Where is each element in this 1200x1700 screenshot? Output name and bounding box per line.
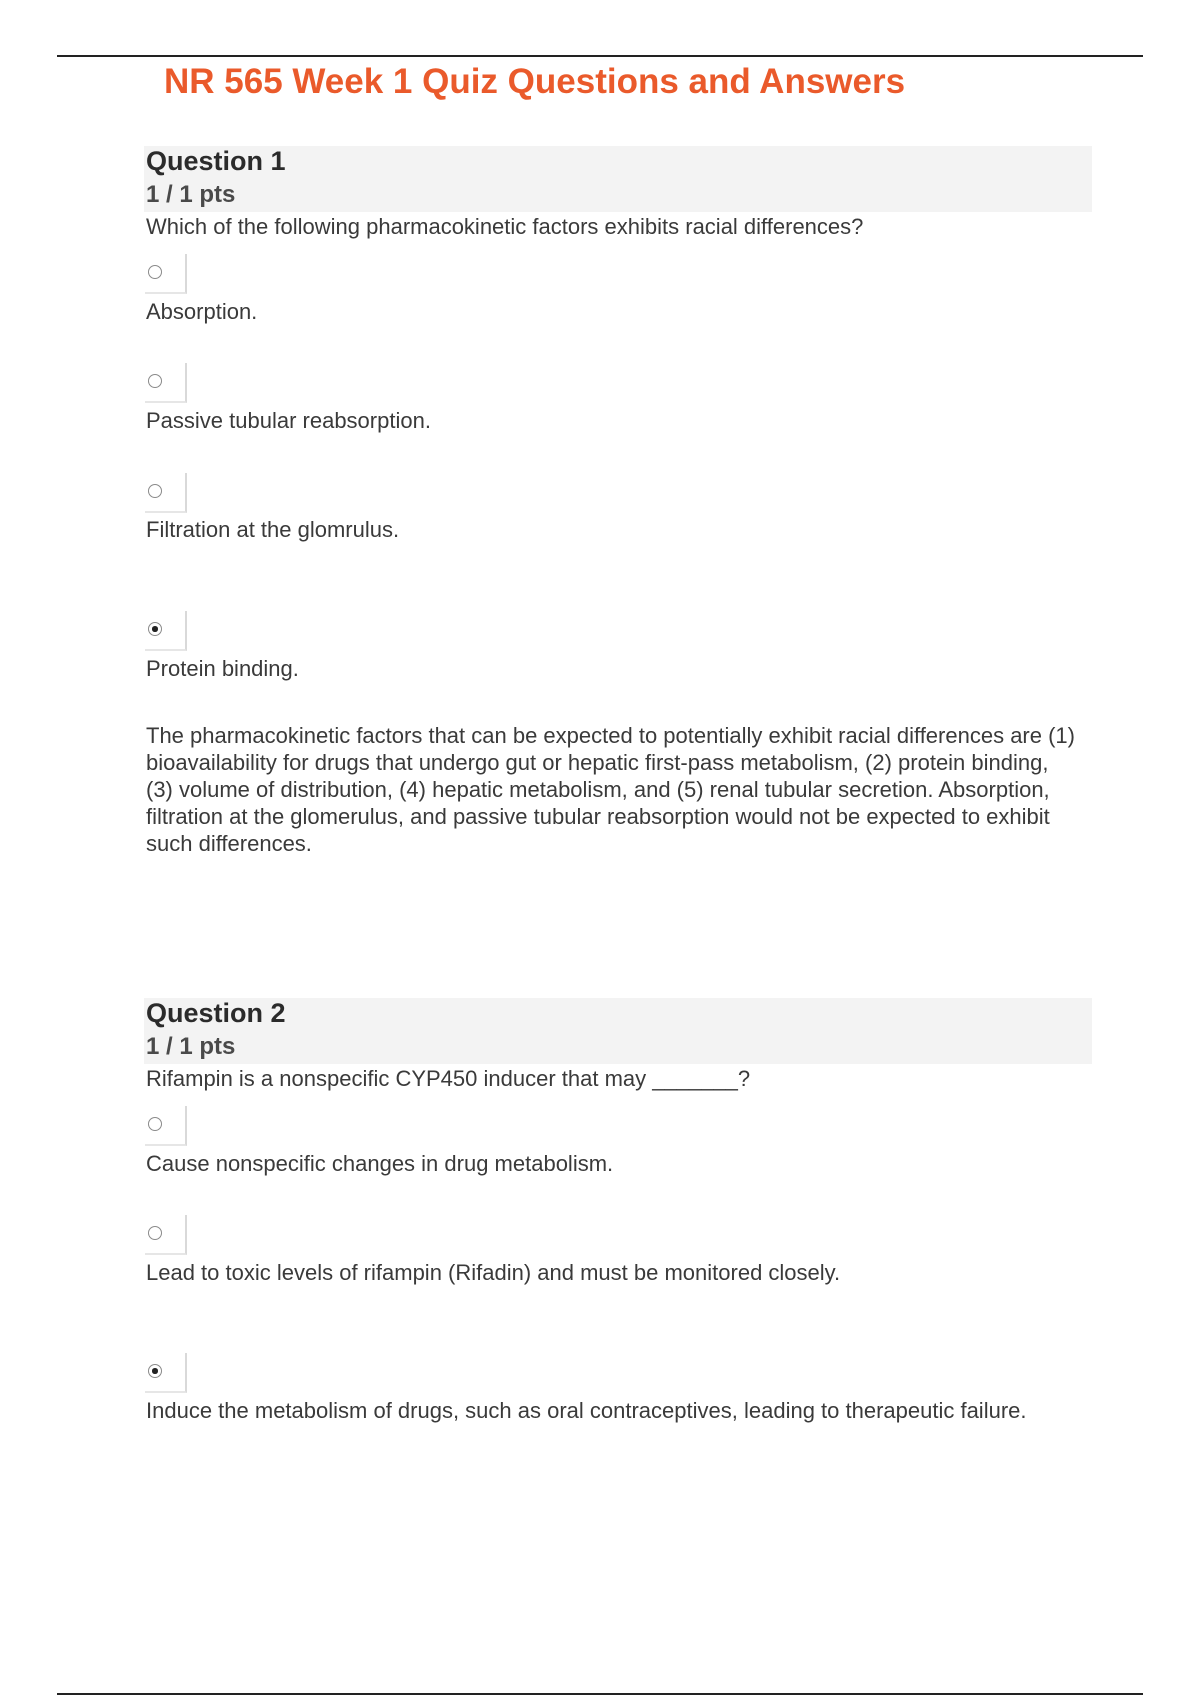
bottom-rule — [57, 1693, 1143, 1695]
question-2-option-3-radio[interactable] — [145, 1353, 187, 1393]
question-2-text: Rifampin is a nonspecific CYP450 inducer that may _______? — [146, 1066, 751, 1091]
question-1-title: Question 1 — [146, 146, 286, 176]
question-1-text: Which of the following pharmacokinetic factors exhibits racial differences? — [146, 214, 864, 239]
question-1-option-1-radio[interactable] — [145, 254, 187, 294]
radio-icon — [148, 484, 162, 498]
question-2-option-1-radio[interactable] — [145, 1106, 187, 1146]
question-2-option-1-label: Cause nonspecific changes in drug metabolism. — [146, 1151, 614, 1176]
question-1-explanation: The pharmacokinetic factors that can be expected to potentially exhibit racial differences are (1) bioavailability for drugs that undergo gut or hepatic first-pass metabolism, (2) protein binding, (3) volume of distribution, (4) hepatic metabolism, and (5) renal tubular secretion. Absorption, filtration at the glomerulus, and passive tubular reabsorption would not be expected to exhibit such differences. — [146, 723, 1075, 856]
radio-icon — [148, 374, 162, 388]
question-2-option-3-label: Induce the metabolism of drugs, such as oral contraceptives, leading to therapeutic failure. — [146, 1398, 1027, 1423]
radio-selected-icon — [148, 1364, 162, 1378]
radio-icon — [148, 1226, 162, 1240]
question-2-points: 1 / 1 pts — [146, 1033, 236, 1060]
question-2-option-2-radio[interactable] — [145, 1215, 187, 1255]
page-title: NR 565 Week 1 Quiz Questions and Answers — [164, 62, 906, 101]
radio-icon — [148, 1117, 162, 1131]
question-1-header — [144, 146, 1092, 212]
question-1-option-4-label: Protein binding. — [146, 656, 299, 681]
question-1-option-2-label: Passive tubular reabsorption. — [146, 408, 431, 433]
radio-selected-icon — [148, 622, 162, 636]
question-2-header — [144, 998, 1092, 1064]
question-2-title: Question 2 — [146, 998, 286, 1028]
question-2-option-2-label: Lead to toxic levels of rifampin (Rifadin) and must be monitored closely. — [146, 1260, 841, 1285]
question-1-option-4-radio[interactable] — [145, 611, 187, 651]
question-1-points: 1 / 1 pts — [146, 181, 236, 208]
question-1-option-2-radio[interactable] — [145, 363, 187, 403]
question-1-option-3-label: Filtration at the glomrulus. — [146, 517, 400, 542]
top-rule — [57, 55, 1143, 57]
radio-icon — [148, 265, 162, 279]
question-1-option-3-radio[interactable] — [145, 473, 187, 513]
question-1-option-1-label: Absorption. — [146, 299, 258, 324]
